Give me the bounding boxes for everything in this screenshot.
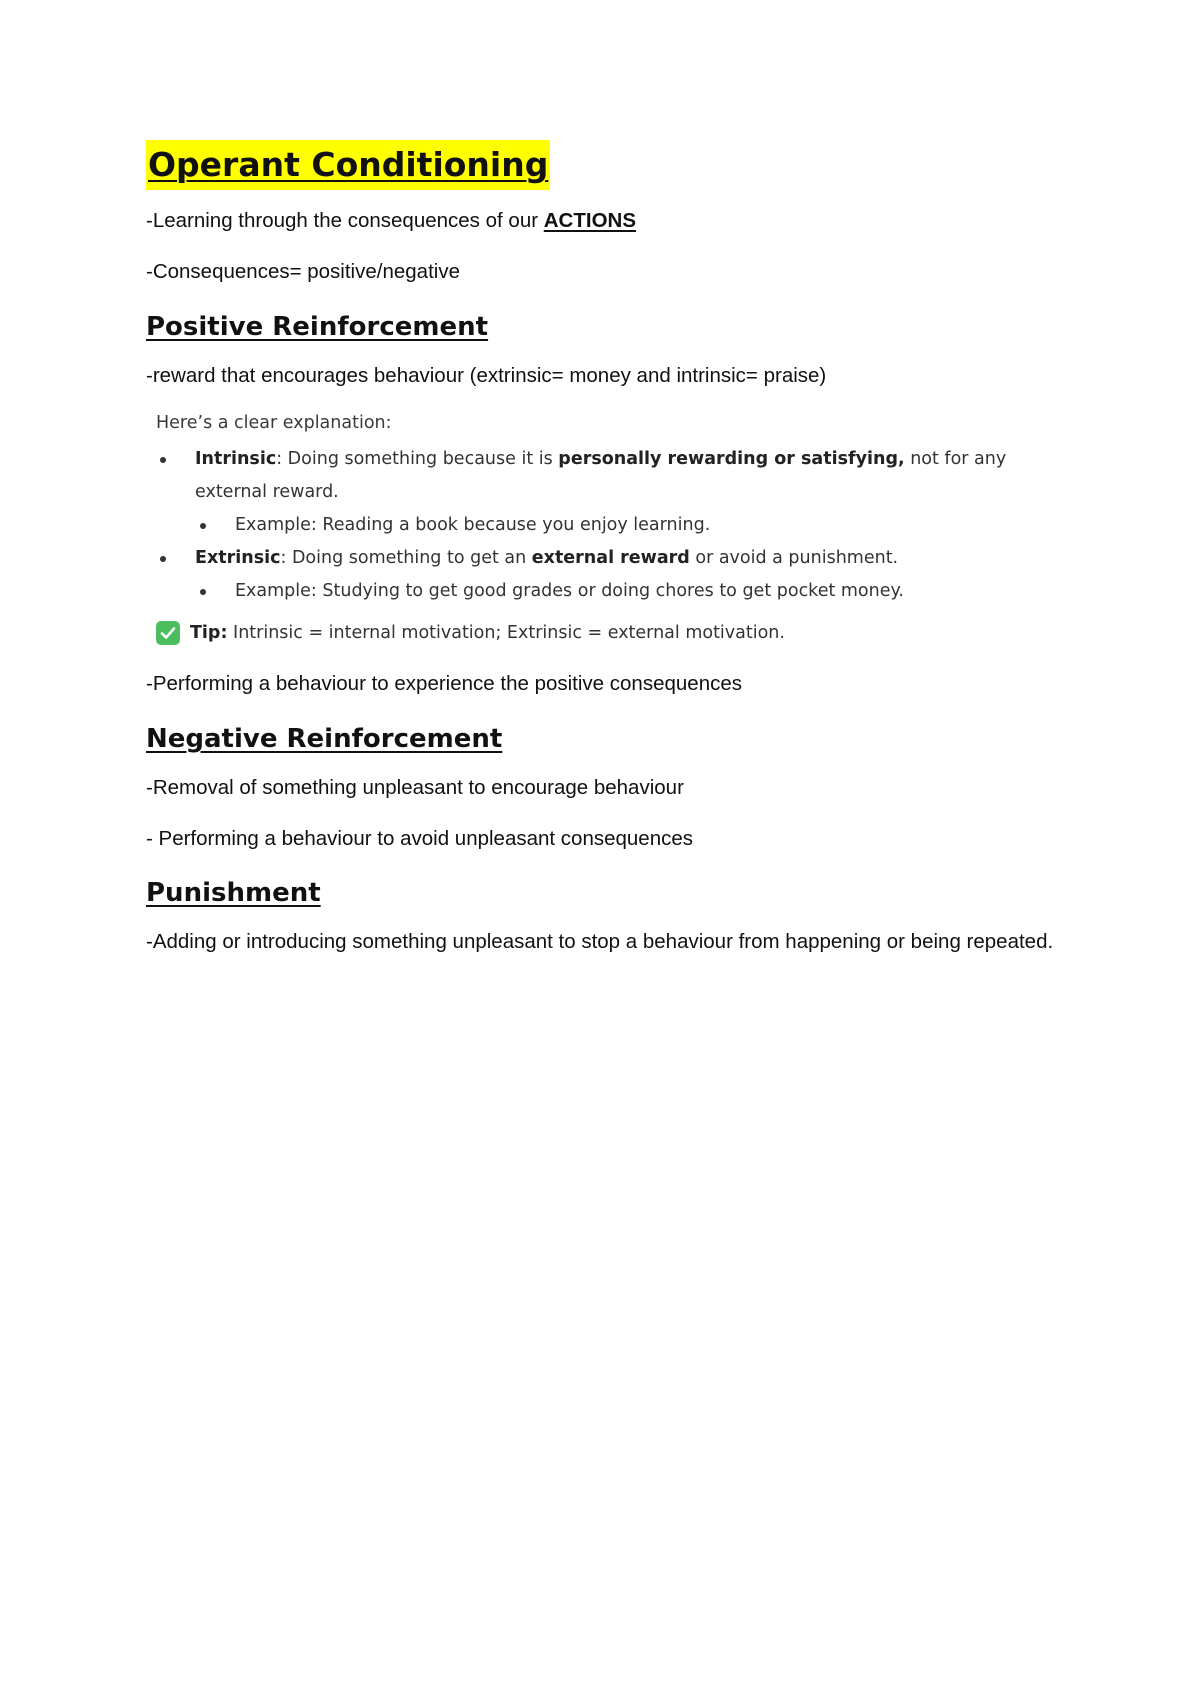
punishment-para-1: -Adding or introducing something unpleasant to stop a behaviour from happening or being repeated. [146,930,1054,953]
extrinsic-text-a: : Doing something to get an [280,548,532,568]
page-title: Operant Conditioning [146,140,550,190]
actions-emphasis: ACTIONS [543,209,636,232]
extrinsic-example: Example: Studying to get good grades or doing chores to get pocket money. [235,581,904,601]
intro-line-1 [146,206,1066,236]
extrinsic-text-b: or avoid a punishment. [689,548,899,568]
positive-para-1: -reward that encourages behaviour (extrinsic= money and intrinsic= praise) [146,364,827,387]
heading-negative-reinforcement: Negative Reinforcement [146,724,503,754]
bullet-icon [200,589,206,595]
list-item-intrinsic-example [156,509,1076,542]
list-item-extrinsic [156,542,1076,575]
intrinsic-text-b: not for any external reward. [195,449,1007,502]
bullet-icon [160,556,166,562]
tip-text: Intrinsic = internal motivation; Extrinsic = external motivation. [227,623,785,643]
check-mark-icon [159,624,177,642]
intrinsic-term: Intrinsic [195,449,277,469]
list-item-intrinsic [156,443,1076,509]
heading-positive-reinforcement: Positive Reinforcement [146,312,489,342]
intro-line-1-text: -Learning through the consequences of our [146,209,544,232]
list-item-extrinsic-example [156,575,1076,608]
bullet-icon [200,523,206,529]
heading-punishment: Punishment [146,878,321,908]
tip-line [156,618,1076,648]
tip-content [190,618,785,648]
intrinsic-bold: personally rewarding or satisfying, [558,449,905,469]
document-page [146,140,1066,957]
check-icon [156,621,180,645]
explanation-intro: Here’s a clear explanation: [156,413,392,433]
intrinsic-example: Example: Reading a book because you enjoy learning. [235,515,711,535]
tip-label: Tip: [190,623,228,643]
bullet-icon [160,457,166,463]
negative-para-1: -Removal of something unpleasant to encourage behaviour [146,776,684,799]
extrinsic-term: Extrinsic [195,548,281,568]
explanation-block [156,409,1076,648]
explanation-list [156,443,1076,608]
intrinsic-text-a: : Doing something because it is [276,449,559,469]
negative-para-2: - Performing a behaviour to avoid unpleasant consequences [146,827,694,850]
extrinsic-bold: external reward [531,548,690,568]
intro-line-2: -Consequences= positive/negative [146,260,460,283]
positive-para-2: -Performing a behaviour to experience the positive consequences [146,672,742,695]
